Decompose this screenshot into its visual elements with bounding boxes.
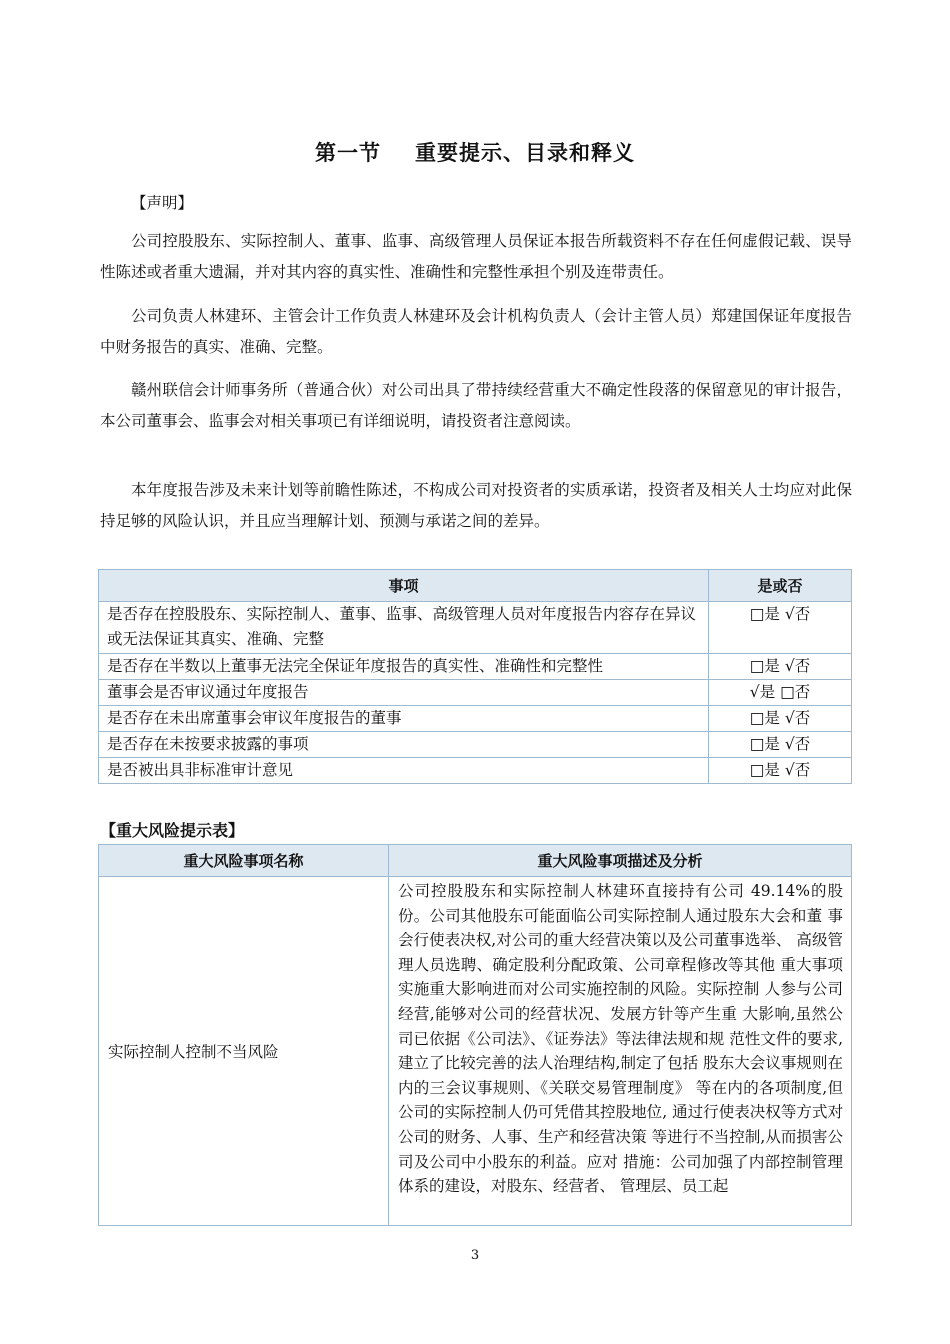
- column-header-risk-description: 重大风险事项描述及分析: [389, 845, 852, 877]
- matter-answer: □是 √否: [709, 706, 852, 732]
- table-header-row: [99, 845, 852, 877]
- risk-table: [98, 844, 852, 1226]
- matter-answer: □是 √否: [709, 654, 852, 680]
- matter-item: 是否存在未出席董事会审议年度报告的董事: [99, 706, 709, 732]
- matter-item: 是否存在半数以上董事无法完全保证年度报告的真实性、准确性和完整性: [99, 654, 709, 680]
- table-row: [99, 758, 852, 784]
- risk-table-heading: 【重大风险提示表】: [100, 821, 245, 840]
- declaration-label: 【声明】: [131, 194, 194, 212]
- table-row: [99, 602, 852, 654]
- matter-answer: □是 √否: [709, 602, 852, 654]
- declaration-paragraph: 公司控股股东、实际控制人、董事、监事、高级管理人员保证本报告所载资料不存在任何虚假记载、误导性陈述或者重大遗漏，并对其内容的真实性、准确性和完整性承担个别及连带责任。: [100, 232, 852, 281]
- table-row: [99, 706, 852, 732]
- table-row: [99, 877, 852, 1226]
- section-heading: 重要提示、目录和释义: [415, 141, 635, 165]
- column-header-risk-name: 重大风险事项名称: [99, 845, 389, 877]
- page-number: 3: [470, 1248, 480, 1263]
- forward-looking-statement: 本年度报告涉及未来计划等前瞻性陈述，不构成公司对投资者的实质承诺，投资者及相关人士均应对此保持足够的风险认识，并且应当理解计划、预测与承诺之间的差异。: [100, 481, 852, 530]
- matter-item: 是否存在控股股东、实际控制人、董事、监事、高级管理人员对年度报告内容存在异议或无法保证其真实、准确、完整: [99, 602, 709, 654]
- matter-item: 董事会是否审议通过年度报告: [99, 680, 709, 706]
- matter-item: 是否存在未按要求披露的事项: [99, 732, 709, 758]
- matters-table: [98, 569, 852, 784]
- declaration-paragraph: 赣州联信会计师事务所（普通合伙）对公司出具了带持续经营重大不确定性段落的保留意见的审计报告，本公司董事会、监事会对相关事项已有详细说明，请投资者注意阅读。: [100, 381, 852, 430]
- table-header-row: [99, 570, 852, 602]
- matter-answer: □是 √否: [709, 758, 852, 784]
- matter-item: 是否被出具非标准审计意见: [99, 758, 709, 784]
- risk-description: 公司控股股东和实际控制人林建环直接持有公司 49.14%的股份。公司其他股东可能面临公司实际控制人通过股东大会和董 事会行使表决权,对公司的重大经营决策以及公司董事选举、 高级管理人员选聘、确定股利分配政策、公司章程修改等其他 重大事项实施重大影响进而对公司实施控制的风险。实际控制 人参与公司经营,能够对公司的经营状况、发展方针等产生重 大影响,虽然公司已依据《公司法》、《证券法》等法律法规和规 范性文件的要求,建立了比较完善的法人治理结构,制定了包括 股东大会议事规则在内的三会议事规则、《关联交易管理制度》 等在内的各项制度,但公司的实际控制人仍可凭借其控股地位, 通过行使表决权等方式对公司的财务、人事、生产和经营决策 等进行不当控制,从而损害公司及公司中小股东的利益。应对 措施：公司加强了内部控制管理体系的建设，对股东、经营者、 管理层、员工起: [389, 877, 852, 1226]
- risk-name: 实际控制人控制不当风险: [99, 877, 389, 1226]
- section-title: [0, 137, 950, 167]
- declaration-paragraph: 公司负责人林建环、主管会计工作负责人林建环及会计机构负责人（会计主管人员）郑建国保证年度报告中财务报告的真实、准确、完整。: [100, 307, 852, 356]
- column-header-item: 事项: [99, 570, 709, 602]
- column-header-answer: 是或否: [709, 570, 852, 602]
- matter-answer: □是 √否: [709, 732, 852, 758]
- section-number: 第一节: [315, 141, 381, 165]
- table-row: [99, 680, 852, 706]
- matter-answer: √是 □否: [709, 680, 852, 706]
- table-row: [99, 732, 852, 758]
- table-row: [99, 654, 852, 680]
